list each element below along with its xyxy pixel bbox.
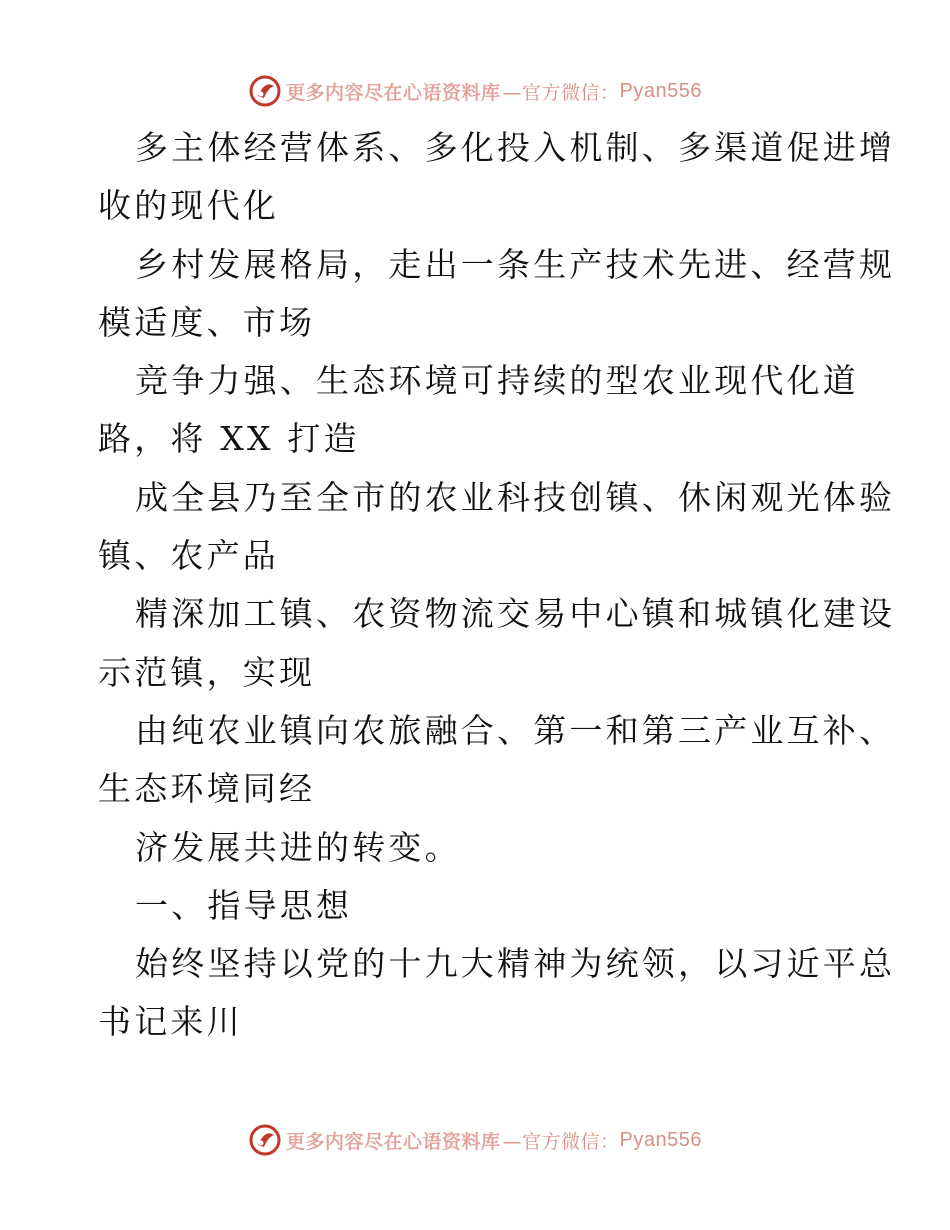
watermark-main-text: 更多内容尽在心语资料库 (286, 1130, 501, 1153)
text-line: 竞争力强、生态环境可持续的型农业现代化道 (135, 361, 859, 401)
text-line: 始终坚持以党的十九大精神为统领，以习近平总 (135, 944, 896, 984)
section-heading: 一、指导思想 (135, 885, 353, 925)
text-line: 乡村发展格局，走出一条生产技术先进、经营规 (135, 244, 896, 284)
watermark-tail-text: —官方微信： (502, 81, 620, 104)
text-line: 生态环境同经 (98, 769, 316, 809)
watermark-wechat-id: Pyan556 (619, 79, 702, 102)
text-line: 成全县乃至全市的农业科技创镇、休闲观光体验 (135, 477, 896, 517)
text-line: 示范镇，实现 (98, 652, 316, 692)
text-line: 模适度、市场 (98, 302, 316, 342)
watermark-wechat-id: Pyan556 (619, 1128, 702, 1151)
footer-watermark (0, 1120, 950, 1160)
text-line: 镇、农产品 (98, 536, 279, 576)
text-line: 多主体经营体系、多化投入机制、多渠道促进增 (135, 128, 896, 167)
watermark-main-text: 更多内容尽在心语资料库 (286, 81, 501, 104)
text-line: 收的现代化 (98, 186, 279, 226)
watermark-tail-text: —官方微信： (502, 1130, 620, 1153)
text-line: 济发展共进的转变。 (135, 827, 461, 867)
text-line: 由纯农业镇向农旅融合、第一和第三产业互补、 (135, 710, 896, 750)
logo-icon (248, 74, 282, 108)
text-line: 书记来川 (98, 1002, 243, 1042)
document-body (98, 119, 896, 1052)
logo-icon (248, 1123, 282, 1157)
text-line: 精深加工镇、农资物流交易中心镇和城镇化建设 (135, 594, 896, 634)
text-line: 路，将 XX 打造 (98, 419, 360, 459)
header-watermark (0, 71, 950, 111)
